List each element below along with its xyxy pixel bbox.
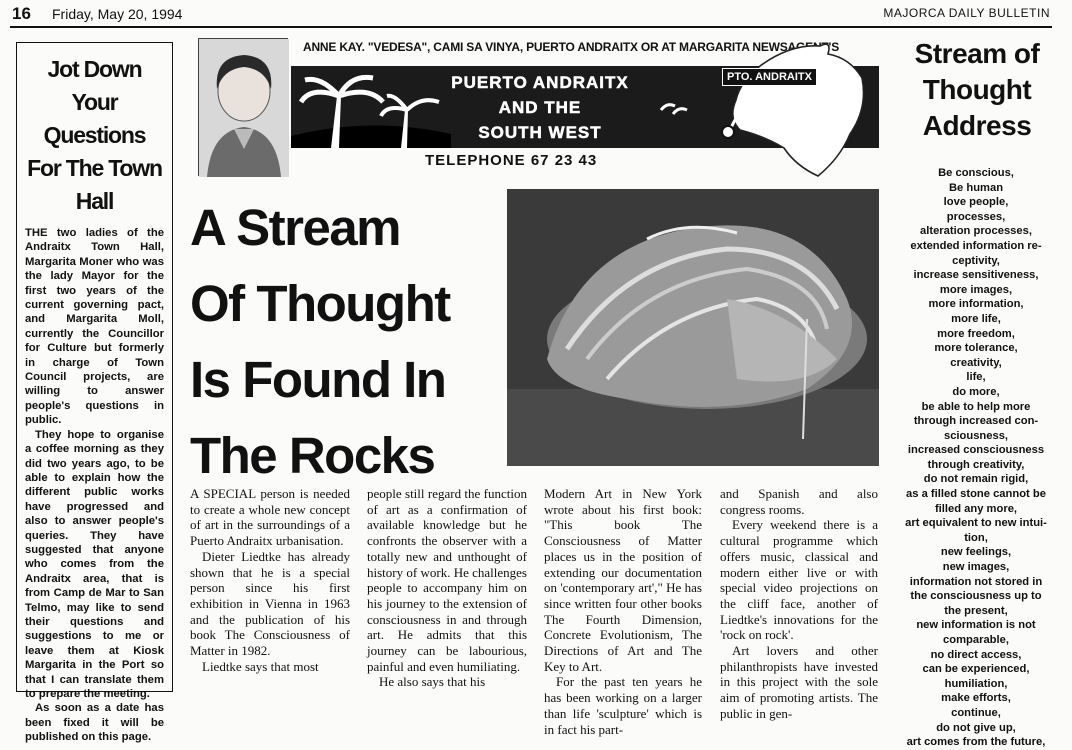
poem-line: the present, (944, 604, 1008, 617)
poem-line: alteration processes, (920, 225, 1032, 238)
article-column-1 (190, 486, 350, 716)
banner-telephone: TELEPHONE 67 23 43 (425, 152, 598, 169)
page-number: 16 (12, 4, 31, 23)
right-column-title: Stream of Thought Address (914, 38, 1040, 141)
sidebar-paragraph: THE two ladies of the Andraitx Town Hall, Margarita Moner who was the lady Mayor for the first two years of the current governing pact, and Margarita Moll, currently the Councillor for Culture but formerly in charge of Town Council projects, are willing to answer people's questions in public. (25, 227, 164, 427)
poem-line: Be human (948, 181, 1004, 194)
article-column-3 (544, 486, 702, 737)
sculpture-photo (507, 189, 879, 466)
article-paragraph: Dieter Liedtke has already shown that he is a special person since his first exhibition in Vienna in 1963 and the publication of his book The Consciousness of Matter in 1982. (190, 548, 350, 659)
header-rule (10, 26, 1052, 28)
poem-line: more information, (928, 298, 1024, 311)
article-paragraph: Art lovers and other philanthropists have invested in this project with the sole aim of promoting artists. The public in gen- (720, 643, 878, 721)
poem-line: comparable, (943, 634, 1009, 646)
article-paragraph: For the past ten years he has been working on a larger than life 'sculpture' which is in fact his part- (544, 674, 702, 737)
banner-title (420, 70, 660, 145)
headline-line: A Stream (190, 199, 401, 256)
poem-line: do not remain rigid, (923, 473, 1029, 486)
poem-line: the consciousness up to (910, 590, 1042, 603)
poem-line: life, (966, 371, 986, 384)
banner-title-line: AND THE (498, 98, 582, 117)
columnist-photo (198, 38, 288, 176)
poem-line: new feelings, (940, 546, 1012, 559)
poem-line: increased consciousness (907, 444, 1045, 457)
poem-line: new information is not (916, 619, 1036, 632)
headline-line: The Rocks (190, 427, 435, 484)
poem-line: processes, (946, 210, 1006, 223)
poem-line: information not stored in (909, 575, 1043, 588)
poem-line: filled any more, (934, 502, 1018, 515)
poem-line: can be experienced, (922, 663, 1030, 676)
poem-line: make efforts, (941, 692, 1011, 705)
poem-line: tion, (964, 531, 988, 544)
headline-line: Is Found In (190, 351, 446, 408)
poem-line: through creativity, (927, 458, 1025, 471)
poem-line: love people, (943, 196, 1009, 209)
issue-date: Friday, May 20, 1994 (52, 6, 183, 22)
article-paragraph: A SPECIAL person is needed to create a whole new concept of art in the surroundings of a Puerto Andraitx urbanisation. (190, 486, 350, 549)
stream-of-thought-poem (892, 166, 1060, 750)
poem-line: creativity, (950, 356, 1002, 369)
banner-contact-line: ANNE KAY. "VEDESA", CAMI SA VINYA, PUERTO ANDRAITX OR AT MARGARITA NEWSAGENT'S (303, 40, 840, 54)
poem-line: through increased con- (913, 415, 1039, 428)
publication-name: MAJORCA DAILY BULLETIN (883, 6, 1050, 20)
sidebar-paragraph: As soon as a date has been fixed it will be published on this page. (25, 702, 164, 744)
poem-line: do not give up, (936, 721, 1016, 734)
sidebar-title: Jot Down Your Questions For The Town Hall (27, 56, 162, 214)
poem-line: no direct access, (930, 648, 1022, 661)
article-column-2 (367, 486, 527, 716)
map-location-label: PTO. ANDRAITX (722, 68, 817, 86)
poem-line: sciousness, (943, 429, 1009, 442)
poem-line: art comes from the future, (906, 736, 1046, 749)
headline-line: Of Thought (190, 275, 450, 332)
poem-line: increase sensitiveness, (913, 269, 1039, 282)
banner-title-line: PUERTO ANDRAITX (451, 73, 629, 92)
poem-line: art equivalent to new intui- (905, 517, 1047, 530)
sidebar-paragraph: They hope to organise a coffee morning as they did two years ago, to be able to explain how the different public works have progressed and also to answer people's queries. They have suggested that anyone who comes from the Andraitx area, that is from Camp de Mar to San Telmo, may like to send their questions and suggestions to me or leave them at Kiosk Margarita in the Port so that I can translate them to prepare the meeting. (25, 428, 164, 700)
poem-line: do more, (952, 385, 1000, 398)
article-paragraph: and Spanish and also congress rooms. (720, 486, 878, 517)
poem-line: new images, (942, 561, 1010, 574)
article-headline (190, 190, 450, 494)
poem-line: more freedom, (937, 327, 1015, 340)
article-paragraph: He also says that his (379, 674, 486, 690)
sidebar-box (16, 42, 173, 744)
poem-line: more tolerance, (934, 342, 1018, 355)
article-paragraph: Modern Art in New York wrote about his first book: "This book The Consciousness of Matter places us in the position of extending our documentation on 'contemporary art'," He has since written four other books The Fourth Dimension, Concrete Evolutionism, The Directions of Art and The Key to Art. (544, 486, 702, 674)
article-column-4 (720, 486, 878, 721)
poem-line: continue, (951, 706, 1001, 719)
poem-line: Be conscious, (938, 167, 1014, 179)
poem-line: be able to help more (921, 400, 1031, 413)
article-paragraph: Every weekend there is a cultural programme which offers music, classical and modern either live or with special video projections on the cliff face, another of Liedtke's innovations for the 'rock on rock'. (720, 517, 878, 643)
majorca-map-outline (700, 38, 870, 178)
poem-line: more images, (939, 283, 1013, 296)
poem-line: extended information re- (910, 239, 1042, 252)
article-paragraph: people still regard the function of art as a confirmation of available knowledge but he confronts the observer with a totally new and unthought of history of work. He challenges people to accompany him on his journey to the extension of consciousness in and through art. He admits that this journey can be labourious, painful and even humiliating. (367, 486, 527, 674)
poem-line: more life, (951, 312, 1001, 325)
poem-line: humiliation, (944, 677, 1008, 690)
banner-title-line: SOUTH WEST (478, 123, 602, 142)
poem-line: as a filled stone cannot be (906, 488, 1046, 501)
poem-line: ceptivity, (952, 254, 1000, 267)
article-paragraph: Liedtke says that most (202, 658, 319, 674)
